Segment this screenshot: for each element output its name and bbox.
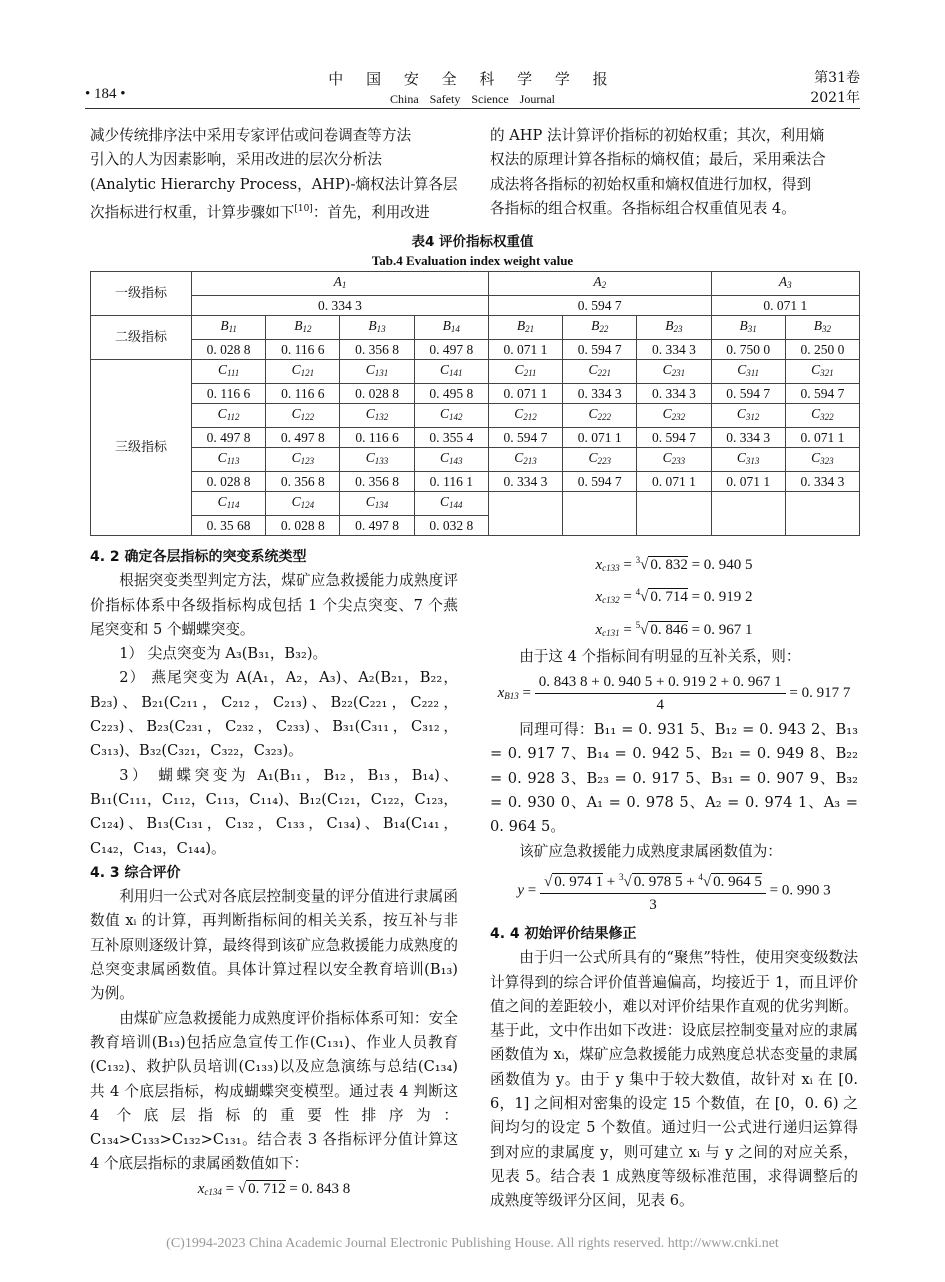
equation-x-c133: $x_{c133} = ^3√$ 0. 832 = 0. 940 5 — [595, 555, 753, 573]
b-index-value: 0. 750 0 — [711, 340, 785, 360]
list-item: 1） 尖点突变为 A₃(B₃₁，B₃₂)。 — [119, 645, 328, 663]
c-index-value: 0. 334 3 — [488, 472, 562, 492]
c-index-name: $C_{322}$ — [785, 404, 859, 428]
b-index-value: 0. 028 8 — [192, 340, 266, 360]
a-index-name: $A_3$ — [711, 272, 859, 296]
volume: 第31卷 — [814, 70, 860, 86]
c-index-value: 0. 497 8 — [192, 428, 266, 448]
b-index-name: $B_{32}$ — [785, 316, 859, 340]
c-index-value: 0. 334 3 — [711, 428, 785, 448]
table-row — [91, 316, 860, 340]
c-index-name: $C_{132}$ — [340, 404, 414, 428]
year: 2021年 — [810, 90, 860, 106]
c-index-name: $C_{213}$ — [488, 448, 562, 472]
section-4-3-title: 4. 3 综合评价 — [90, 864, 181, 881]
table-row — [91, 492, 860, 516]
level1-label: 一级指标 — [91, 272, 192, 316]
b-index-value: 0. 250 0 — [785, 340, 859, 360]
a-index-value: 0. 594 7 — [488, 296, 711, 316]
c-index-value: 0. 116 6 — [266, 384, 340, 404]
table-row — [91, 428, 860, 448]
c-index-name: $C_{233}$ — [637, 448, 711, 472]
c-index-value: 0. 334 3 — [785, 472, 859, 492]
c-index-name: $C_{144}$ — [414, 492, 488, 516]
table-row — [91, 384, 860, 404]
left-top-paragraph: 减少传统排序法中采用专家评估或问卷调查等方法 引入的人为因素影响，采用改进的层次分析法 (Analytic Hierarchy Process，AHP)-熵权法计算各层 次指标进行权重，计算步骤如下[10]：首先，利用改进 — [90, 127, 458, 221]
c-index-value: 0. 497 8 — [340, 516, 414, 536]
section-4-2-title: 4. 2 确定各层指标的突变系统类型 — [90, 549, 307, 565]
c-index-name: $C_{232}$ — [637, 404, 711, 428]
c-index-name: $C_{313}$ — [711, 448, 785, 472]
paragraph: 同理可得：B₁₁ = 0. 931 5、B₁₂ = 0. 943 2、B₁₃ = 0. 917 7、B₁₄ = 0. 942 5、B₂₁ = 0. 949 8、B₂₂ = 0. 928 3、B₂₃ = 0. 917 5、B₃₁ = 0. 907 9、B₃₂ = 0. 930 0、A₁ = 0. 978 5、A₂ = 0. 974 1、A₃ = 0. 964 5。 — [490, 721, 858, 836]
list-item: 3） 蝴蝶突变为 A₁(B₁₁，B₁₂，B₁₃，B₁₄)、B₁₁(C₁₁₁，C₁₁₂，C₁₁₃，C₁₁₄)、B₁₂(C₁₂₁，C₁₂₂，C₁₂₃，C₁₂₄)、B₁₃(C₁₃₁，C₁₃₂，C₁₃₃，C₁₃₄)、B₁₄(C₁₄₁，C₁₄₂，C₁₄₃，C₁₄₄)。 — [90, 766, 458, 857]
c-index-value: 0. 334 3 — [563, 384, 637, 404]
c-index-name: $C_{114}$ — [192, 492, 266, 516]
c-index-value: 0. 495 8 — [414, 384, 488, 404]
c-index-name: $C_{221}$ — [563, 360, 637, 384]
c-index-name: $C_{131}$ — [340, 360, 414, 384]
c-index-name: $C_{123}$ — [266, 448, 340, 472]
c-index-value: 0. 032 8 — [414, 516, 488, 536]
journal-name-cn: 中 国 安 全 科 学 学 报 — [328, 70, 617, 88]
table-row — [91, 340, 860, 360]
c-index-value: 0. 116 6 — [340, 428, 414, 448]
b-index-value: 0. 356 8 — [340, 340, 414, 360]
table-caption-en: Tab.4 Evaluation index weight value — [371, 253, 574, 268]
c-index-name: $C_{212}$ — [488, 404, 562, 428]
c-index-value: 0. 356 8 — [266, 472, 340, 492]
c-index-value: 0. 071 1 — [711, 472, 785, 492]
running-header — [85, 68, 860, 109]
equation-x-c132: $x_{c132} = ^4√$ 0. 714 = 0. 919 2 — [595, 587, 753, 606]
c-index-value: 0. 071 1 — [488, 384, 562, 404]
c-index-name: $C_{311}$ — [711, 360, 785, 384]
empty-cell — [488, 492, 562, 536]
c-index-value: 0. 071 1 — [785, 428, 859, 448]
level2-label: 二级指标 — [91, 316, 192, 360]
a-index-name: $A_2$ — [488, 272, 711, 296]
paragraph: 由于归一公式所具有的“聚焦”特性，使用突变级数法计算得到的综合评价值普遍偏高，均接近于 1，而且评价值之间的差距较小，难以对评价结果作直观的优劣判断。基于此，文中作出如下改进：设底层控制变量对应的隶属函数值为 xᵢ，煤矿应急救援能力成熟度总状态变量的隶属函数值为 y。由于 y 集中于较大数值，故针对 xᵢ 在 [0. 6，1] 之间相对密集的设定 15 个数值，在 [0，0. 6) 之间均匀的设定 5 个数值。通过归一公式进行递归运算得到对应的隶属度 y，则可建立 xᵢ 与 y 之间的对应关系，见表 5。结合表 1 成熟度等级标准范围，求得调整后的成熟度等级评分区间，见表 6。 — [490, 949, 858, 1210]
a-index-value: 0. 334 3 — [192, 296, 489, 316]
weight-table — [90, 271, 860, 536]
b-index-name: $B_{21}$ — [488, 316, 562, 340]
c-index-value: 0. 35 68 — [192, 516, 266, 536]
equation-y: y = $\frac{√ 0. 974 1 + ^3√ 0. 978 5 + ^4√ 0. 964 5}{3}$ = 0. 990 3 — [490, 866, 858, 916]
b-index-name: $B_{12}$ — [266, 316, 340, 340]
b-index-name: $B_{11}$ — [192, 316, 266, 340]
table-row — [91, 360, 860, 384]
empty-cell — [563, 492, 637, 536]
b-index-name: $B_{22}$ — [563, 316, 637, 340]
c-index-value: 0. 594 7 — [563, 472, 637, 492]
c-index-name: $C_{111}$ — [192, 360, 266, 384]
journal-name-en: China Safety Science Journal — [390, 92, 555, 106]
left-column — [90, 545, 458, 1204]
paragraph: 该矿应急救援能力成熟度隶属函数值为： — [519, 842, 782, 860]
c-index-value: 0. 594 7 — [488, 428, 562, 448]
c-index-value: 0. 497 8 — [266, 428, 340, 448]
c-index-name: $C_{133}$ — [340, 448, 414, 472]
c-index-name: $C_{312}$ — [711, 404, 785, 428]
c-index-value: 0. 594 7 — [711, 384, 785, 404]
reference-marker: [10] — [294, 203, 313, 214]
c-index-name: $C_{323}$ — [785, 448, 859, 472]
right-top-paragraph: 的 AHP 法计算评价指标的初始权重；其次，利用熵 权法的原理计算各指标的熵权值；最后，采用乘法合 成法将各指标的初始权重和熵权值进行加权，得到 各指标的组合权重。各指标组合权重值见表 4。 — [490, 127, 826, 217]
c-index-name: $C_{112}$ — [192, 404, 266, 428]
table-row — [91, 296, 860, 316]
right-column — [490, 548, 858, 1214]
paragraph: 由于这 4 个指标间有明显的互补关系，则： — [519, 647, 801, 665]
paragraph: 根据突变类型判定方法，煤矿应急救援能力成熟度评价指标体系中各级指标构成包括 1 个尖点突变、7 个燕尾突变和 5 个蝴蝶突变。 — [90, 572, 458, 638]
c-index-name: $C_{143}$ — [414, 448, 488, 472]
c-index-value: 0. 071 1 — [563, 428, 637, 448]
c-index-value: 0. 594 7 — [785, 384, 859, 404]
empty-cell — [637, 492, 711, 536]
c-index-name: $C_{113}$ — [192, 448, 266, 472]
c-index-name: $C_{223}$ — [563, 448, 637, 472]
a-index-value: 0. 071 1 — [711, 296, 859, 316]
c-index-value: 0. 594 7 — [637, 428, 711, 448]
b-index-value: 0. 594 7 — [563, 340, 637, 360]
b-index-value: 0. 497 8 — [414, 340, 488, 360]
b-index-name: $B_{13}$ — [340, 316, 414, 340]
c-index-name: $C_{134}$ — [340, 492, 414, 516]
c-index-value: 0. 028 8 — [340, 384, 414, 404]
a-index-name: $A_1$ — [192, 272, 489, 296]
volume-year — [810, 68, 860, 108]
c-index-name: $C_{222}$ — [563, 404, 637, 428]
equation-x-b13: $x_{B13}$ = $\frac{0. 843 8 + 0. 940 5 + 0. 919 2 + 0. 967 1}{4}$ = 0. 917 7 — [490, 671, 858, 716]
c-index-name: $C_{124}$ — [266, 492, 340, 516]
c-index-name: $C_{231}$ — [637, 360, 711, 384]
c-index-value: 0. 071 1 — [637, 472, 711, 492]
equation-x-c134: $x_{c134}$ = √ 0. 712 = 0. 843 8 — [197, 1180, 351, 1197]
c-index-name: $C_{321}$ — [785, 360, 859, 384]
c-index-value: 0. 116 1 — [414, 472, 488, 492]
b-index-value: 0. 334 3 — [637, 340, 711, 360]
b-index-value: 0. 071 1 — [488, 340, 562, 360]
paragraph: 利用归一公式对各底层控制变量的评分值进行隶属函数值 xᵢ 的计算，再判断指标间的相关关系，按互补与非互补原则逐级计算，最终得到该矿应急救援能力成熟度的总突变隶属函数值。具体计算过程以安全教育培训(B₁₃)为例。 — [90, 888, 458, 1003]
page-number: • 184 • — [85, 86, 126, 102]
c-index-value: 0. 355 4 — [414, 428, 488, 448]
c-index-value: 0. 028 8 — [192, 472, 266, 492]
c-index-value: 0. 334 3 — [637, 384, 711, 404]
fraction: $\frac{√ 0. 974 1 + ^3√ 0. 978 5 + ^4√ 0. 964 5}{3}$ — [540, 866, 766, 916]
c-index-name: $C_{141}$ — [414, 360, 488, 384]
table-row — [91, 472, 860, 492]
c-index-name: $C_{121}$ — [266, 360, 340, 384]
c-index-value: 0. 028 8 — [266, 516, 340, 536]
table-row — [91, 404, 860, 428]
b-index-name: $B_{23}$ — [637, 316, 711, 340]
c-index-value: 0. 116 6 — [192, 384, 266, 404]
c-index-value: 0. 356 8 — [340, 472, 414, 492]
b-index-value: 0. 116 6 — [266, 340, 340, 360]
journal-name — [85, 68, 860, 107]
section-4-4-title: 4. 4 初始评价结果修正 — [490, 925, 637, 942]
b-index-name: $B_{14}$ — [414, 316, 488, 340]
copyright-footer: (C)1994-2023 China Academic Journal Electronic Publishing House. All rights reserved. http://www.cnki.net — [166, 1236, 779, 1251]
fraction: $\frac{0. 843 8 + 0. 940 5 + 0. 919 2 + 0. 967 1}{4}$ — [535, 671, 786, 716]
table-row — [91, 272, 860, 296]
table-row — [91, 448, 860, 472]
level3-label: 三级指标 — [91, 360, 192, 536]
c-index-name: $C_{211}$ — [488, 360, 562, 384]
c-index-name: $C_{122}$ — [266, 404, 340, 428]
empty-cell — [711, 492, 785, 536]
paragraph: 由煤矿应急救援能力成熟度评价指标体系可知：安全教育培训(B₁₃)包括应急宣传工作(C₁₃₁)、作业人员教育(C₁₃₂)、救护队员培训(C₁₃₃)以及应急演练与总结(C₁₃₄)共 4 个底层指标，构成蝴蝶突变模型。通过表 4 判断这 4 个底层指标的重要性排序为：C₁₃₄>C₁₃₃>C₁₃₂>C₁₃₁。结合表 3 各指标评分值计算这 4 个底层指标的隶属函数值如下： — [90, 1009, 458, 1173]
b-index-name: $B_{31}$ — [711, 316, 785, 340]
empty-cell — [785, 492, 859, 536]
c-index-name: $C_{142}$ — [414, 404, 488, 428]
equation-x-c131: $x_{c131} = ^5√$ 0. 846 = 0. 967 1 — [595, 619, 753, 638]
list-item: 2） 燕尾突变为 A(A₁，A₂，A₃)、A₂(B₂₁，B₂₂，B₂₃)、B₂₁(C₂₁₁，C₂₁₂，C₂₁₃)、B₂₂(C₂₂₁，C₂₂₂，C₂₂₃)、B₂₃(C₂₃₁，C₂₃₂，C₂₃₃)、B₃₁(C₃₁₁，C₃₁₂，C₃₁₃)、B₃₂(C₃₂₁，C₃₂₂，C₃₂₃)。 — [90, 669, 458, 760]
table-caption-cn: 表4 评价指标权重值 — [411, 234, 534, 250]
